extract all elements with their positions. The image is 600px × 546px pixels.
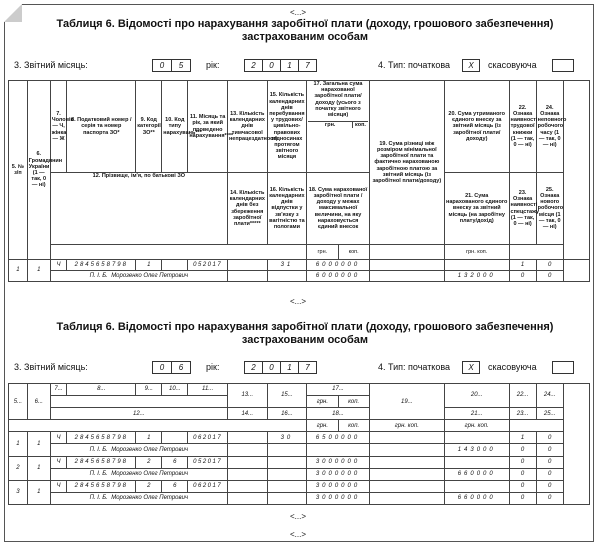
t2-r1-name: Морозенко Олег Петрович: [111, 446, 189, 453]
t1-cancel-label: скасовуюча: [488, 60, 537, 70]
t2-r2-d16[interactable]: [267, 468, 307, 480]
t2-r1-s17[interactable]: 6500000: [307, 432, 370, 444]
t1-r1-d14[interactable]: [227, 271, 267, 282]
t2-h21-grn: грн.: [464, 422, 476, 429]
t2-r1-tax[interactable]: 2845658798: [67, 432, 136, 444]
t1-h24: 24. Ознака неповного робочого часу (1 — так, 0 — ні): [536, 81, 563, 173]
t2-r1-name-prefix: П. І. Б.: [89, 446, 108, 453]
t2-r2-name-prefix: П. І. Б.: [89, 471, 108, 478]
page-fold-corner: [4, 4, 22, 22]
t1-type-initial-checkbox[interactable]: X: [462, 59, 480, 72]
t1-month-digit-1[interactable]: 0: [152, 59, 172, 72]
t2-r2-fullname[interactable]: [50, 468, 227, 480]
t2-r2-s18[interactable]: 3000000: [307, 468, 370, 480]
t2-r3-d13[interactable]: [227, 480, 267, 492]
t2-h21: 21...: [444, 408, 509, 420]
t2-r3-s19[interactable]: [369, 480, 444, 492]
t2-h14: 14...: [227, 408, 267, 420]
t2-r3-d14[interactable]: [227, 492, 267, 504]
t2-r3-s20[interactable]: [444, 480, 509, 492]
t2-r2-d13[interactable]: [227, 456, 267, 468]
t2-type-label: 4. Тип: початкова: [378, 362, 451, 372]
table1-title: Таблиця 6. Відомості про нарахування заробітної плати (доходу, грошового забезпечення) застрахованим особам: [56, 18, 554, 43]
t2-h11: 11...: [188, 384, 228, 396]
t2-r1-sex[interactable]: Ч: [50, 432, 67, 444]
t2-r1-type[interactable]: [162, 432, 188, 444]
t2-r3-sex[interactable]: Ч: [50, 480, 67, 492]
t2-h22-sub: [509, 420, 563, 432]
t1-r1-s20[interactable]: [444, 260, 509, 271]
t2-r1-d16[interactable]: [267, 444, 307, 456]
t1-h21-grn-kop: [444, 245, 509, 260]
t2-r3-n: 3: [9, 480, 28, 504]
t1-r1-period[interactable]: 052017: [188, 260, 228, 271]
t2-type-initial-checkbox[interactable]: X: [462, 361, 480, 374]
t1-year-digit-1[interactable]: 2: [244, 59, 263, 72]
t2-r3-tax[interactable]: 2845658798: [67, 480, 136, 492]
t1-h5: 5. № з/п: [9, 81, 28, 260]
table2-title: Таблиця 6. Відомості про нарахування заробітної плати (доходу, грошового забезпечення) застрахованим особам: [56, 321, 554, 346]
t1-h9: 9. Код категорії ЗО**: [136, 81, 162, 173]
t2-r2-name: Морозенко Олег Петрович: [111, 471, 189, 478]
t2-r1-cit[interactable]: 1: [27, 432, 50, 456]
t2-r2-s17[interactable]: 3000000: [307, 456, 370, 468]
t1-h18: 18. Сума нарахованої заробітної плати / доходу у межах максимальної величини, на яку нараховується єдиний внесок: [307, 173, 370, 245]
t2-r2-n: 2: [9, 456, 28, 480]
t2-h25: 25...: [536, 408, 563, 420]
t2-r2-c24[interactable]: 0: [536, 456, 563, 468]
t2-r1-cat[interactable]: 1: [136, 432, 162, 444]
table-row: [9, 260, 590, 271]
t1-year-digit-3[interactable]: 1: [280, 59, 299, 72]
t1-month-digit-2[interactable]: 5: [171, 59, 191, 72]
t1-h7: 7. Чоловік — Ч, жінка — Ж: [50, 81, 67, 173]
t2-h16: 16...: [267, 408, 307, 420]
t1-h19-sub: [369, 245, 444, 260]
table-row: [9, 271, 590, 282]
t2-r3-s17[interactable]: 3000000: [307, 480, 370, 492]
t2-r2-period[interactable]: 052017: [188, 456, 228, 468]
t2-r3-s18[interactable]: 3000000: [307, 492, 370, 504]
t1-month-label: 3. Звітний місяць:: [14, 60, 88, 70]
t1-h25: 25. Ознака нового робочого місця (1 — так, 0 — ні): [536, 173, 563, 245]
t1-type-label: 4. Тип: початкова: [378, 60, 451, 70]
ellipsis-top: <...>: [289, 8, 306, 17]
t1-h10: 10. Код типу нарахувань***: [162, 81, 188, 173]
t2-year-digit-1[interactable]: 2: [244, 361, 263, 374]
t2-month-label: 3. Звітний місяць:: [14, 362, 88, 372]
t2-r1-d13[interactable]: [227, 432, 267, 444]
t2-r2-tax[interactable]: 2845658798: [67, 456, 136, 468]
t2-r1-c25[interactable]: 0: [536, 444, 563, 456]
t2-h5: 5...: [9, 384, 28, 420]
table-row: [9, 468, 590, 480]
t2-r1-d14[interactable]: [227, 444, 267, 456]
t2-r3-s21[interactable]: 660000: [444, 492, 509, 504]
t2-r2-cit[interactable]: 1: [27, 456, 50, 480]
t2-r1-c22[interactable]: 1: [509, 432, 536, 444]
t2-year-digit-4[interactable]: 7: [298, 361, 317, 374]
t1-year-digit-2[interactable]: 0: [262, 59, 281, 72]
t2-h22: 22...: [509, 384, 536, 408]
t2-r1-s19b[interactable]: [369, 444, 444, 456]
t2-r1-c24[interactable]: 0: [536, 432, 563, 444]
t2-year-digit-2[interactable]: 0: [262, 361, 281, 374]
t2-r3-c23[interactable]: 0: [509, 492, 536, 504]
table-row: [9, 444, 590, 456]
t1-r1-name-prefix: П. І. Б.: [89, 272, 108, 279]
t2-r3-cat[interactable]: 2: [136, 480, 162, 492]
t1-h17: [307, 81, 370, 173]
t1-h6: 6. Громадянин України (1 — так, 0 — ні): [27, 81, 50, 260]
t1-h21-grn: грн.: [466, 248, 476, 255]
t2-r2-d14[interactable]: [227, 468, 267, 480]
t2-h15: 15...: [267, 384, 307, 408]
t2-h9: 9...: [136, 384, 162, 396]
t1-r1-name: Морозенко Олег Петрович: [111, 272, 189, 279]
t2-h10: 10...: [162, 384, 188, 396]
t2-h12: 12...: [50, 408, 227, 420]
ellipsis-bottom-1: <...>: [289, 512, 306, 521]
t1-h22-sub: [509, 245, 563, 260]
t1-h20: 20. Сума утриманого єдиного внеску за звітний місяць (із заробітної плати/доходу): [444, 81, 509, 173]
t1-h22: 22. Ознака наявності трудової книжки (1 — так, 0 — ні): [509, 81, 536, 173]
table-row: [9, 492, 590, 504]
t2-h8: 8...: [67, 384, 136, 396]
t2-r3-c25[interactable]: 0: [536, 492, 563, 504]
t2-r2-c23[interactable]: 0: [509, 468, 536, 480]
t1-h16: 16. Кількість календарних днів відпустки у зв'язку з вагітністю та пологами: [267, 173, 307, 245]
t1-r1-s19b[interactable]: [369, 271, 444, 282]
t2-h18-grn: грн.: [307, 420, 338, 432]
t1-h17-text: 17. Загальна сума нарахованої заробітної плати/доходу (усього з початку звітного місяця): [313, 81, 363, 119]
t2-h17-kop: коп.: [338, 396, 369, 408]
t2-r3-period[interactable]: 062017: [188, 480, 228, 492]
t2-cancel-label: скасовуюча: [488, 362, 537, 372]
t2-h24: 24...: [536, 384, 563, 408]
t1-r1-type[interactable]: [162, 260, 188, 271]
t2-h17: 17...: [307, 384, 370, 396]
t1-r1-c25[interactable]: 0: [536, 271, 563, 282]
t2-year-digit-3[interactable]: 1: [280, 361, 299, 374]
t2-h18: 18...: [307, 408, 370, 420]
t2-r2-s19b[interactable]: [369, 468, 444, 480]
t1-data-table: [8, 259, 590, 282]
t2-r1-fullname[interactable]: [50, 444, 227, 456]
t1-r1-c23[interactable]: 0: [509, 271, 536, 282]
t2-r3-fullname[interactable]: [50, 492, 227, 504]
t2-h21-kop: коп.: [477, 422, 489, 429]
t2-r1-c23[interactable]: 0: [509, 444, 536, 456]
t2-r2-type[interactable]: 6: [162, 456, 188, 468]
t1-h15: 15. Кількість календарних днів перебування у трудових/цивільно-правових відносинах протягом звітного місяця: [267, 81, 307, 173]
t1-h21-kop: коп.: [477, 248, 488, 255]
t2-r2-s19[interactable]: [369, 456, 444, 468]
t1-r1-s18[interactable]: 6000000: [307, 271, 370, 282]
table-row: [9, 480, 590, 492]
t2-r1-period[interactable]: 062017: [188, 432, 228, 444]
t2-r1-n: 1: [9, 432, 28, 456]
t2-month-digit-1[interactable]: 0: [152, 361, 172, 374]
t2-r3-c24[interactable]: 0: [536, 480, 563, 492]
ellipsis-bottom-2: <...>: [289, 530, 306, 539]
t2-h7: 7...: [50, 384, 67, 396]
t1-h-sub-blank: [50, 245, 307, 260]
t2-r3-d15[interactable]: [267, 480, 307, 492]
t2-r3-s19b[interactable]: [369, 492, 444, 504]
t2-r3-name: Морозенко Олег Петрович: [111, 495, 189, 502]
t2-month-digit-2[interactable]: 6: [171, 361, 191, 374]
t1-r1-s17[interactable]: 6000000: [307, 260, 370, 271]
t1-r1-d13[interactable]: [227, 260, 267, 271]
t1-r1-tax[interactable]: 2845658798: [67, 260, 136, 271]
t2-r3-type[interactable]: 6: [162, 480, 188, 492]
t2-r1-s21[interactable]: 143000: [444, 444, 509, 456]
t2-h12-top: [50, 396, 227, 408]
t2-h-sub-blank: [9, 420, 307, 432]
t1-h17-kop: коп.: [355, 122, 366, 129]
t2-year-label: рік:: [206, 362, 220, 372]
t1-header-table: [8, 80, 590, 260]
t2-h19-kop: коп.: [407, 422, 419, 429]
t2-h23: 23...: [509, 408, 536, 420]
table-row: [9, 432, 590, 444]
t1-r1-d15[interactable]: 31: [267, 260, 307, 271]
t1-r1-s19[interactable]: [369, 260, 444, 271]
t1-h-spacer: [563, 81, 589, 260]
t1-h12: 12. Прізвище, ім'я, по батькові ЗО: [50, 173, 227, 245]
t2-type-cancel-checkbox[interactable]: [552, 361, 574, 374]
t1-h8: 8. Податковий номер / серія та номер паспорта ЗО*: [67, 81, 136, 173]
ellipsis-mid-1: <...>: [289, 297, 306, 306]
t1-r1-sex[interactable]: Ч: [50, 260, 67, 271]
t2-r1-s19[interactable]: [369, 432, 444, 444]
t1-r1-s21[interactable]: 132000: [444, 271, 509, 282]
t2-h21-grn-kop: [444, 420, 509, 432]
t1-h18-kop: коп.: [338, 245, 369, 260]
t2-r3-c22[interactable]: 0: [509, 480, 536, 492]
t2-table: [8, 383, 590, 505]
t1-h21: 21. Сума нарахованого єдиного внеску за звітний місяць (на заробітну плату/дохід): [444, 173, 509, 245]
t1-h23: 23. Ознака наявності спецстажу (1 — так, 0 — ні): [509, 173, 536, 245]
t2-r2-cat[interactable]: 2: [136, 456, 162, 468]
t1-h19: 19. Сума різниці між розміром мінімальної заробітної плати та фактично нарахованою заробітною платою за звітний місяць (із заробітної плати/доходу): [369, 81, 444, 245]
t2-r2-c25[interactable]: 0: [536, 468, 563, 480]
t1-r1-cit[interactable]: 1: [27, 260, 50, 282]
t1-year-digit-4[interactable]: 7: [298, 59, 317, 72]
t2-h20: 20...: [444, 384, 509, 408]
t2-r2-s21[interactable]: 660000: [444, 468, 509, 480]
t1-h14: 14. Кількість календарних днів без збереження заробітної плати*****: [227, 173, 267, 245]
t1-h17-grn: грн.: [308, 122, 353, 128]
table-row: [9, 456, 590, 468]
t2-r2-sex[interactable]: Ч: [50, 456, 67, 468]
t2-h19: 19...: [369, 384, 444, 420]
t2-r2-s20[interactable]: [444, 456, 509, 468]
t1-year-label: рік:: [206, 60, 220, 70]
t1-h18-grn: грн.: [307, 245, 338, 260]
t2-r3-name-prefix: П. І. Б.: [89, 495, 108, 502]
t2-spacer: [563, 384, 589, 505]
t2-r2-d15[interactable]: [267, 456, 307, 468]
t1-r1-c24[interactable]: 0: [536, 260, 563, 271]
t2-r3-cit[interactable]: 1: [27, 480, 50, 504]
t2-h13: 13...: [227, 384, 267, 408]
t1-type-cancel-checkbox[interactable]: [552, 59, 574, 72]
t2-r3-d16[interactable]: [267, 492, 307, 504]
t1-r1-fullname[interactable]: [50, 271, 227, 282]
t2-h6: 6...: [27, 384, 50, 420]
t1-h11: 11. Місяць та рік, за який проведено нарахування****: [188, 81, 228, 173]
t1-r1-d16[interactable]: [267, 271, 307, 282]
t2-h19-grn-kop: [369, 420, 444, 432]
t2-h19-grn: грн.: [394, 422, 407, 429]
t2-r1-s20[interactable]: [444, 432, 509, 444]
t1-h13: 13. Кількість календарних днів тимчасової непрацездатності: [227, 81, 267, 173]
t1-r1-n: 1: [9, 260, 28, 282]
t1-r1-spacer: [563, 260, 589, 282]
t2-r1-d15[interactable]: 30: [267, 432, 307, 444]
t2-h18-kop: коп.: [338, 420, 369, 432]
t2-r2-c22[interactable]: 0: [509, 456, 536, 468]
t1-r1-c22[interactable]: 1: [509, 260, 536, 271]
t2-h17-grn: грн.: [307, 396, 338, 408]
t2-r1-s18[interactable]: [307, 444, 370, 456]
t1-r1-cat[interactable]: 1: [136, 260, 162, 271]
